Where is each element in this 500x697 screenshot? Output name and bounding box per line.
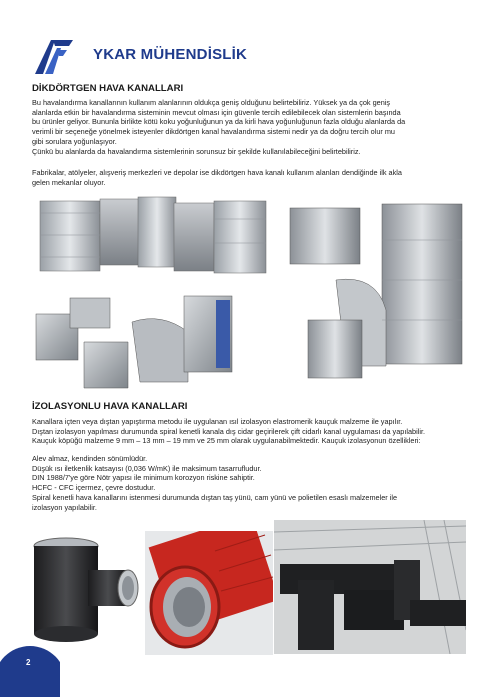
text-line: Kanallara içten veya dıştan yapıştırma metodu ile uygulanan ısıl izolasyon elastromerik kauçuk malzeme ile yapılır. (32, 417, 403, 426)
text-line: alanlarda etkin bir havalandırma sisteminin mevcut olması için güvenle tercih edilebilecek olan sistemlerin başında (32, 107, 401, 117)
section1-paragraph-1 (32, 98, 472, 156)
text-line: bu ürünler geliyor. Bununla birlikte kötü koku yoğunluğunun ya da kirli hava yoğunluğunun fazla olduğu alanlarda da (32, 117, 406, 127)
text-line: Alev almaz, kendinden sönümlüdür. (32, 454, 148, 463)
duct-fittings-photo (34, 292, 238, 392)
section2-paragraph-1 (32, 417, 472, 446)
text-line: HCFC - CFC içermez, çevre dostudur. (32, 483, 156, 493)
rectangular-duct-photo (38, 195, 270, 275)
text-line: Çünkü bu alanlarda da havalandırma sistemlerinin sorunsuz bir şekilde kullanılabileceğini belirtebiliriz. (32, 146, 361, 156)
text-line: gibi sorulara yoğunlaşıyor. (32, 136, 117, 146)
text-line: Bu havalandırma kanallarının kullanım alanlarının oldukça geniş olduğunu belirtebiliriz. Yüksek ya da çok geniş (32, 98, 391, 107)
text-line: Kauçuk köpüğü malzeme 9 mm – 13 mm – 19 mm ve 25 mm olarak uygulanabilmektedir. Kauçuk izolasyonun özellikleri: (32, 436, 421, 446)
text-line: gelen mekanlar oluyor. (32, 177, 106, 187)
text-line: Fabrikalar, atölyeler, alışveriş merkezleri ve depolar ise dikdörtgen hava kanalı kullanım alanları dendiğinde ilk akla (32, 168, 402, 177)
text-line: DIN 1988/7'ye göre Nötr yapısı ile minimum korozyon riskine sahiptir. (32, 473, 255, 483)
text-line: Dıştan izolasyon yapılması durumunda spiral kenetli kanala dış cidar geçirilerek çift cidarlı kanal uygulaması da yapılabilir. (32, 426, 426, 436)
duct-elbows-photo (284, 200, 466, 390)
red-insulated-duct-photo (145, 531, 273, 655)
text-line: verimli bir seçeneğe yönelmek isteyenler dikdörtgen kanal havalandırma sistemi nedir ya da doğru tercih olur mu (32, 127, 395, 137)
text-line: Spiral kenetli hava kanallarını istenmesi durumunda dıştan taş yünü, cam yünü ve polietilen esaslı malzemeler ile (32, 492, 398, 502)
page-corner-decoration (0, 640, 60, 697)
ceiling-ducts-photo (274, 520, 466, 654)
brand-name: YKAR MÜHENDİSLİK (93, 46, 248, 63)
text-line: izolasyon yapılabilir. (32, 502, 97, 512)
section-title-rectangular-ducts: DİKDÖRTGEN HAVA KANALLARI (32, 83, 184, 94)
section-title-insulated-ducts: İZOLASYONLU HAVA KANALLARI (32, 401, 188, 412)
logo-mark-icon (33, 36, 93, 76)
section2-paragraph-2 (32, 454, 472, 512)
section1-paragraph-2 (32, 168, 472, 187)
insulated-tee-photo (28, 534, 146, 652)
text-line: Düşük ısı iletkenlik katsayısı (0,036 W/mK) ile maksimum tasarrufludur. (32, 463, 262, 473)
page-number: 2 (26, 658, 31, 667)
company-logo (33, 36, 248, 76)
